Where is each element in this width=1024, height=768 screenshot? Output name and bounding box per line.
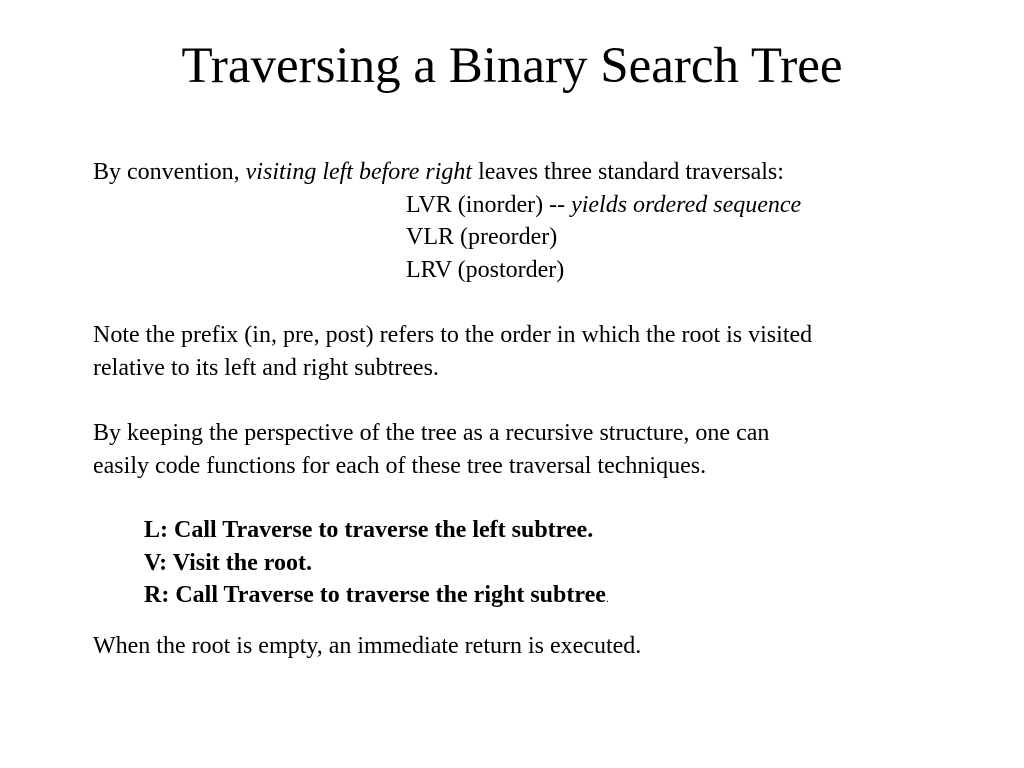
intro-prefix: By convention, xyxy=(93,159,246,185)
traversal-text: LRV (postorder) xyxy=(406,256,565,283)
traversal-item-preorder xyxy=(93,221,973,254)
slide-body xyxy=(93,156,973,662)
perspective-line-1: By keeping the perspective of the tree as a recursive structure, one can xyxy=(93,420,770,446)
closing-line: When the root is empty, an immediate return is executed. xyxy=(93,632,642,659)
paragraph-gap xyxy=(93,286,973,319)
note-line-1: Note the prefix (in, pre, post) refers to the order in which the root is visited xyxy=(93,322,813,348)
perspective-line-2: easily code functions for each of these tree traversal techniques. xyxy=(93,452,707,479)
slide-title: Traversing a Binary Search Tree xyxy=(181,38,843,94)
paragraph-gap xyxy=(93,482,973,514)
paragraph-gap xyxy=(93,384,973,417)
intro-suffix: leaves three standard traversals: xyxy=(472,159,784,185)
step-left xyxy=(93,514,973,547)
paragraph-gap xyxy=(93,615,973,630)
traversal-item-postorder xyxy=(93,254,973,287)
note-line-2: relative to its left and right subtrees. xyxy=(93,354,439,381)
traversal-note: yields ordered sequence xyxy=(571,191,802,218)
step-text: V: Visit the root. xyxy=(144,549,312,576)
step-trailing-period: . xyxy=(605,591,609,605)
intro-emphasis: visiting left before right xyxy=(245,159,473,185)
step-right xyxy=(93,579,973,615)
traversal-item-inorder xyxy=(93,189,973,222)
step-text: L: Call Traverse to traverse the left subtree. xyxy=(144,517,594,543)
intro-line xyxy=(93,156,973,189)
step-visit xyxy=(93,547,973,580)
traversal-text: VLR (preorder) xyxy=(406,224,558,250)
step-text: R: Call Traverse to traverse the right subtree xyxy=(144,582,606,608)
traversal-text: LVR (inorder) -- xyxy=(406,191,572,218)
